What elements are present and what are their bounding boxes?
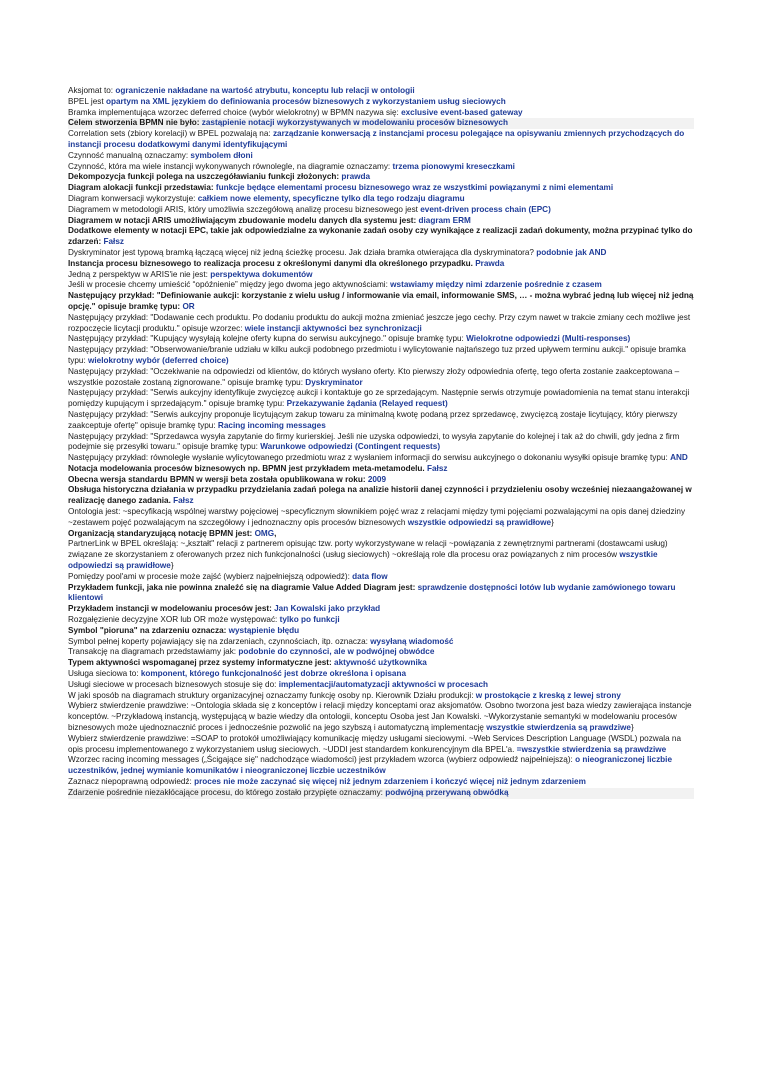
- answer-text: Warunkowe odpowiedzi (Contingent requests): [260, 442, 441, 452]
- qa-entry: [68, 86, 694, 97]
- question-text: Notacja modelowania procesów biznesowych np. BPMN jest przykładem meta-metamodelu.: [68, 463, 427, 473]
- answer-text: event-driven process chain (EPC): [420, 204, 551, 214]
- question-text: Bramka implementująca wzorzec deferred choice (wybór wielokrotny) w BPMN nazywa się:: [68, 107, 402, 117]
- qa-entry: [68, 334, 694, 345]
- qa-entry: [68, 626, 694, 637]
- answer-text: Prawda: [475, 258, 505, 268]
- answer-text: OMG: [254, 528, 275, 538]
- question-text: Wzorzec racing incoming messages („Ścigające się" nadchodzące wiadomości) jest przykładem wzorca (wybierz odpowiedź najpełniejszą):: [68, 755, 576, 765]
- qa-entry: [68, 669, 694, 680]
- question-text: Symbol "pioruna" na zdarzeniu oznacza:: [68, 625, 229, 635]
- qa-entry: [68, 280, 694, 291]
- qa-entry: [68, 529, 694, 540]
- question-text: Organizacją standaryzującą notację BPMN jest:: [68, 528, 255, 538]
- answer-text: opartym na XML językiem do definiowania procesów biznesowych z wykorzystaniem usług sieciowych: [105, 96, 506, 106]
- answer-text: podobnie jak AND: [536, 247, 607, 257]
- qa-entry: [68, 205, 694, 216]
- qa-entry: [68, 464, 694, 475]
- question-text: Jedną z perspektyw w ARIS'ie nie jest:: [68, 269, 211, 279]
- answer-text: AND: [670, 453, 688, 463]
- question-text: Obsługa historyczna działania w przypadku przydzielania zadań polega na analizie historii danej czynności i przydzieleniu osoby wcześniej niezaangażowanej w realizację danego zadania.: [68, 485, 692, 506]
- question-text: Przykładem instancji w modelowaniu procesów jest:: [68, 604, 275, 614]
- qa-entry: [68, 259, 694, 270]
- answer-text: wiele instancji aktywności bez synchronizacji: [244, 323, 422, 333]
- qa-entry: [68, 788, 694, 799]
- question-text: Wybierz stwierdzenie prawdziwe: ~Ontologia składa się z konceptów i relacji między konceptami oraz aksjomatów. Osobno tworzona jest baza wiedzy zawierająca instancje konceptów. ~Przykładową instancją, występującą w bazie wiedzy dla ontologii, konceptu Osoba jest Jan Kowalski. ~Wykorzystanie semantyki w modelowaniu procesów biznesowych może ujednoznacznić proces i jednocześnie pozwolić na jego szybszą i automatyczną implementację: [68, 701, 692, 733]
- question-text: Następujący przykład: "Kupujący wysyłają kolejne oferty kupna do serwisu aukcyjnego." opisuje bramkę typu:: [68, 334, 467, 344]
- question-text: Zdarzenie pośrednie niezakłócające procesu, do którego zostało przypięte oznaczamy:: [68, 787, 386, 797]
- question-text: PartnerLink w BPEL określają: ~„kształt" relacji z partnerem opisując tzw. porty wykorzystywane w relacji ~powiązania z zewnętrznymi partnerami (dostawcami usług) związane ze skorzystaniem z oferowanych przez nich funkcjonalności (usług sieciowych) ~określają role dla procesu oraz powiązanych z nim procesów: [68, 539, 668, 560]
- question-text: Następujący przykład: "Oczekiwanie na odpowiedzi od klientów, do których wysłano oferty. Kto pierwszy złoży odpowiednia ofertę, tego oferta zostanie zaakceptowana – wszystkie pozostałe zostaną zignorowane." opisuje bramkę typu:: [68, 366, 680, 387]
- qa-entry: [68, 151, 694, 162]
- question-text: Diagram alokacji funkcji przedstawia:: [68, 183, 216, 193]
- question-text: Dodatkowe elementy w notacji EPC, takie jak odpowiedzialne za wykonanie zadań osoby czy wynikające z realizacji zadań dokumenty, można przypinać tylko do zdarzeń:: [68, 226, 693, 247]
- answer-text: komponent, którego funkcjonalność jest dobrze określona i opisana: [140, 669, 407, 679]
- answer-text: podobnie do czynności, ale w podwójnej obwódce: [238, 647, 435, 657]
- question-text: Następujący przykład: równoległe wysłanie wylicytowanego przedmiotu wraz z wysłaniem informacji do serwisu aukcyjnego o dokonaniu wysyłki opisuje bramkę typu:: [68, 453, 671, 463]
- question-text: Transakcję na diagramach przedstawiamy jak:: [68, 647, 239, 657]
- question-text: Dyskryminator jest typową bramką łączącą więcej niż jedną ścieżkę procesu. Jak działa bramka otwierająca dla dyskryminatora?: [68, 247, 537, 257]
- answer-text: exclusive event-based gateway: [401, 107, 523, 117]
- question-text: Obecna wersja standardu BPMN w wersji beta została opublikowana w roku:: [68, 474, 368, 484]
- trailing-text: }: [170, 561, 174, 571]
- qa-entry: [68, 507, 694, 529]
- qa-entry: [68, 680, 694, 691]
- question-text: Diagram konwersacji wykorzystuje:: [68, 193, 198, 203]
- question-text: Następujący przykład: "Definiowanie aukcji: korzystanie z wielu usług / informowanie via email, informowanie SMS, … - można wybrać jedną lub więcej niż jedną opcję." opisuje bramkę typu:: [68, 291, 694, 311]
- qa-entry: [68, 194, 694, 205]
- qa-entry: [68, 367, 694, 389]
- answer-text: sprawdzenie dostępności lotów lub wydanie zamówionego towaru klientowi: [68, 582, 676, 603]
- answer-text: prawda: [341, 172, 371, 182]
- qa-entry: [68, 453, 694, 464]
- document-body: [68, 86, 694, 799]
- answer-text: funkcje będące elementami procesu biznesowego wraz ze wszystkimi powiązanymi z nimi elementami: [215, 183, 614, 193]
- answer-text: aktywność użytkownika: [334, 658, 427, 668]
- answer-text: Jan Kowalski jako przykład: [274, 604, 381, 614]
- qa-entry: [68, 691, 694, 702]
- question-text: Następujący przykład: "Serwis aukcyjny identyfikuje zwycięzcę aukcji i kontaktuje go ze sprzedającym. Następnie serwis otrzymuje powiadomienia na temat stanu interakcji pomiędzy kupującym i sprzedającym." opisuje bramkę typu:: [68, 388, 690, 409]
- question-text: Czynność manualną oznaczamy:: [68, 150, 191, 160]
- answer-text: ograniczenie nakładane na wartość atrybutu, konceptu lub relacji w ontologii: [115, 86, 415, 95]
- answer-text: symbolem dłoni: [190, 150, 253, 160]
- answer-text: diagram ERM: [418, 215, 471, 225]
- qa-entry: [68, 485, 694, 507]
- question-text: Następujący przykład: "Dodawanie cech produktu. Po dodaniu produktu do aukcji można zmieniać jeszcze jego cechy. Przy czym nawet w trakcie zmiany cech możliwe jest rozpoczęcie licytacji produktu." opisuje wzorzec:: [68, 312, 691, 333]
- answer-text: Przekazywanie żądania (Relayed request): [286, 399, 448, 409]
- answer-text: Racing incoming messages: [217, 420, 326, 430]
- qa-entry: [68, 604, 694, 615]
- question-text: Następujący przykład: "Sprzedawca wysyła zapytanie do firmy kurierskiej. Jeśli nie uzyska odpowiedzi, to wysyła zapytanie do kolejnej i tak aż do chwili, gdy jedna z firm podejmie się przesyłki towaru." opisuje bramkę typu:: [68, 431, 680, 452]
- answer-text: wstawiamy między nimi zdarzenie pośrednie z czasem: [390, 280, 602, 290]
- qa-entry: [68, 410, 694, 432]
- answer-text: Fałsz: [103, 237, 124, 247]
- answer-text: implementacji/automatyzacji aktywności w procesach: [278, 679, 489, 689]
- question-text: Usługi sieciowe w procesach biznesowych stosuje się do:: [68, 679, 279, 689]
- question-text: Ontologia jest: ~specyfikacją wspólnej warstwy pojęciowej ~specyficznym słownikiem pojęć wraz z relacjami między tymi pojęciami pozwalającymi na opis danej dziedziny ~zestawem pojęć pozwalającym na szczegółowy i jednoznaczny opis procesów biznesowych: [68, 507, 686, 527]
- qa-entry: [68, 583, 694, 605]
- answer-text: =wszystkie stwierdzenia są prawdziwe: [516, 744, 667, 754]
- answer-text: Dyskryminator: [305, 377, 363, 387]
- qa-entry: [68, 118, 694, 129]
- qa-entry: [68, 637, 694, 648]
- answer-text: Wielokrotne odpowiedzi (Multi-responses): [466, 334, 631, 344]
- answer-text: wszystkie odpowiedzi są prawidłowe: [407, 517, 552, 527]
- qa-entry: [68, 734, 694, 756]
- question-text: Usługa sieciowa to:: [68, 669, 141, 679]
- answer-text: wielokrotny wybór (deferred choice): [88, 355, 229, 365]
- qa-entry: [68, 172, 694, 183]
- qa-entry: [68, 615, 694, 626]
- question-text: Celem stworzenia BPMN nie było:: [68, 118, 202, 128]
- answer-text: zastąpienie notacji wykorzystywanych w modelowaniu procesów biznesowych: [201, 118, 508, 128]
- answer-text: tylko po funkcji: [279, 615, 340, 625]
- qa-entry: [68, 216, 694, 227]
- qa-entry: [68, 108, 694, 119]
- answer-text: wszystkie odpowiedzi są prawidłowe: [68, 550, 658, 571]
- answer-text: wysyłaną wiadomość: [370, 636, 454, 646]
- answer-text: Fałsz: [173, 496, 194, 506]
- qa-entry: [68, 248, 694, 259]
- qa-entry: [68, 97, 694, 108]
- answer-text: podwójną przerywaną obwódką: [385, 787, 509, 797]
- qa-entry: [68, 701, 694, 733]
- question-text: Instancja procesu biznesowego to realizacja procesu z określonymi danymi dla określonego przypadku.: [68, 258, 476, 268]
- qa-entry: [68, 226, 694, 248]
- answer-text: trzema pionowymi kreseczkami: [392, 161, 515, 171]
- answer-text: perspektywa dokumentów: [210, 269, 313, 279]
- question-text: Aksjomat to:: [68, 86, 116, 95]
- qa-entry: [68, 647, 694, 658]
- question-text: Symbol pełnej koperty pojawiający się na zdarzeniach, czynnościach, itp. oznacza:: [68, 636, 371, 646]
- qa-entry: [68, 162, 694, 173]
- answer-text: proces nie może zaczynać się więcej niż jednym zdarzeniem i kończyć więcej niż jednym zdarzeniem: [194, 777, 586, 786]
- answer-text: wszystkie stwierdzenia są prawdziwe: [486, 723, 631, 733]
- qa-entry: [68, 755, 694, 777]
- question-text: Wybierz stwierdzenie prawdziwe: =SOAP to protokół umożliwiający komunikację między usługami sieciowymi. ~Web Services Description Language (WSDL) pozwala na opis procesu implementowanego z wykorzystaniem usług sieciowych. ~UDDI jest standardem konkurencyjnym dla BPEL'a.: [68, 733, 682, 754]
- answer-text: Fałsz: [426, 463, 448, 473]
- trailing-text: ,: [274, 528, 277, 538]
- question-text: Zaznacz niepoprawną odpowiedź:: [68, 777, 195, 786]
- question-text: W jaki sposób na diagramach struktury organizacyjnej oznaczamy funkcję osoby np. Kierownik Działu produkcji:: [68, 690, 476, 700]
- qa-entry: [68, 291, 694, 313]
- qa-entry: [68, 777, 694, 788]
- qa-entry: [68, 183, 694, 194]
- answer-text: data flow: [352, 571, 388, 581]
- trailing-text: }: [551, 517, 554, 527]
- answer-text: w prostokącie z kreską z lewej strony: [475, 690, 621, 700]
- answer-text: OR: [182, 301, 195, 311]
- question-text: Correlation sets (zbiory korelacji) w BPEL pozwalają na:: [68, 129, 273, 139]
- question-text: Następujący przykład: "Serwis aukcyjny proponuje licytującym zakup towaru za minimalną kwotę podaną przez sprzedawcę, zwycięzcą zostaje licytujący, który pierwszy zaakceptuje ofertę" opisuje bramkę typu:: [68, 409, 678, 430]
- qa-entry: [68, 539, 694, 571]
- question-text: Rozgałęzienie decyzyjne XOR lub OR może występować:: [68, 615, 280, 625]
- qa-entry: [68, 388, 694, 410]
- question-text: Jeśli w procesie chcemy umieścić “opóźnienie” między jego dwoma jego aktywnościami:: [68, 280, 391, 290]
- question-text: Dekompozycja funkcji polega na uszczegóławianiu funkcji złożonych:: [68, 172, 342, 182]
- answer-text: całkiem nowe elementy, specyficzne tylko dla tego rodzaju diagramu: [197, 193, 465, 203]
- qa-entry: [68, 345, 694, 367]
- qa-entry: [68, 658, 694, 669]
- answer-text: wystąpienie błędu: [228, 625, 300, 635]
- question-text: Pomiędzy pool'ami w procesie może zajść (wybierz najpełniejszą odpowiedź):: [68, 571, 353, 581]
- question-text: Następujący przykład: "Obserwowanie/branie udziału w kilku aukcji podobnego przedmiotu i wylicytowanie najtańszego tuz przed upływem terminu aukcji." opisuje bramka typu:: [68, 345, 686, 365]
- qa-entry: [68, 270, 694, 281]
- question-text: BPEL jest: [68, 96, 106, 106]
- trailing-text: }: [630, 723, 634, 733]
- question-text: Diagramem w metodologii ARIS, który umożliwia szczegółową analizę procesu biznesowego jest: [68, 204, 421, 214]
- qa-entry: [68, 129, 694, 151]
- answer-text: zarządzanie konwersacją z instancjami procesu polegające na opisywaniu zmiennych przychodzących do instancji procesu dodatkowymi danymi identyfikującymi: [68, 129, 685, 149]
- qa-entry: [68, 475, 694, 486]
- answer-text: o nieograniczonej liczbie uczestników, jednej wymianie komunikatów i nieograniczonej liczbie uczestników: [68, 755, 673, 776]
- qa-entry: [68, 432, 694, 454]
- question-text: Diagramem w notacji ARIS umożliwiającym zbudowanie modelu danych dla systemu jest:: [68, 215, 419, 225]
- qa-entry: [68, 572, 694, 583]
- qa-entry: [68, 313, 694, 335]
- question-text: Czynność, która ma wiele instancji wykonywanych równolegle, na diagramie oznaczamy:: [68, 161, 393, 171]
- question-text: Typem aktywności wspomaganej przez systemy informatyczne jest:: [68, 658, 335, 668]
- answer-text: 2009: [367, 474, 387, 484]
- question-text: Przykładem funkcji, jaka nie powinna znaleźć się na diagramie Value Added Diagram jest:: [68, 582, 418, 592]
